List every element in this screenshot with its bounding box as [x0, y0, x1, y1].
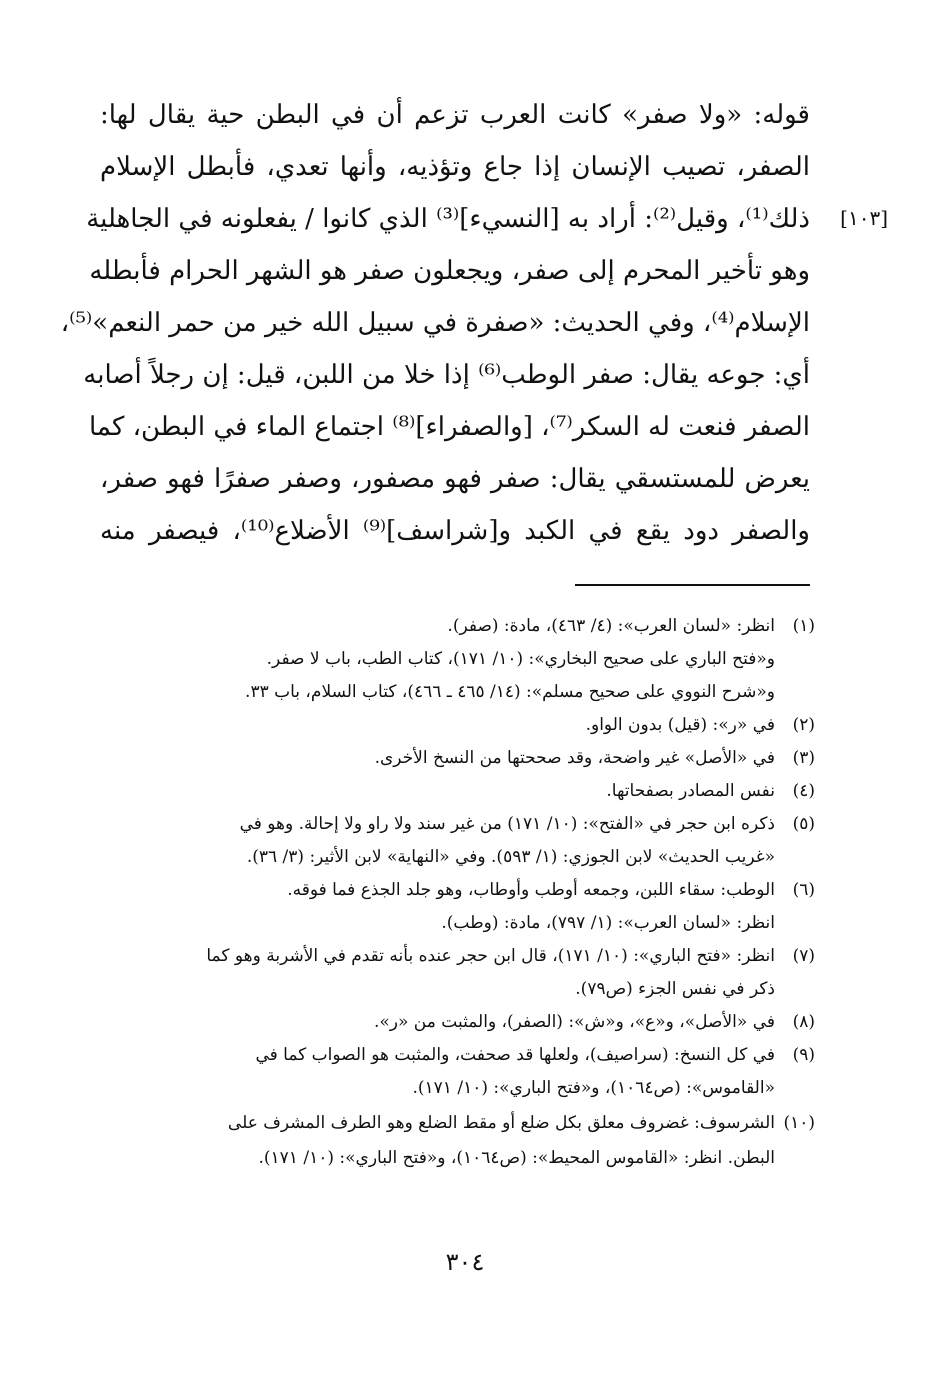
footnote-number: (١٠)	[783, 1113, 815, 1133]
footnote-continuation	[100, 643, 815, 676]
footnote-number: (٤)	[792, 781, 815, 801]
main-text-line: أي: جوعه يقال: صفر الوطب⁽⁶⁾ إذا خلا من اللبن، قيل: إن رجلاً أصابه	[83, 360, 810, 390]
footnote-text: انظر: «لسان العرب»: (٤/ ٤٦٣)، مادة: (صفر).	[447, 616, 775, 636]
main-text-line: الصفر فنعت له السكر⁽⁷⁾، [والصفراء]⁽⁸⁾ اجتماع الماء في البطن، كما	[89, 412, 810, 442]
footnote	[100, 775, 815, 808]
footnote-continuation	[100, 1142, 815, 1175]
footnote-number: (٩)	[792, 1045, 815, 1065]
main-text-line: الصفر، تصيب الإنسان إذا جاع وتؤذيه، وأنها تعدي، فأبطل الإسلام	[100, 152, 810, 182]
footnote-number: (٣)	[792, 748, 815, 768]
main-text-line: ذلك⁽¹⁾، وقيل⁽²⁾: أراد به [النسيء]⁽³⁾ الذي كانوا / يفعلونه في الجاهلية	[86, 204, 810, 234]
main-text-line: يعرض للمستسقي يقال: صفر فهو مصفور، وصفر صفرًا فهو صفر،	[100, 464, 810, 494]
footnote-text: «القاموس»: (ص١٠٦٤)، و«فتح الباري»: (١٠/ ١٧١).	[412, 1078, 775, 1098]
footnote-number: (١)	[792, 616, 815, 636]
footnote	[100, 1039, 815, 1072]
footnote-number: (٦)	[792, 880, 815, 900]
main-text-line: قوله: «ولا صفر» كانت العرب تزعم أن في البطن حية يقال لها:	[100, 100, 810, 130]
footnote-text: البطن. انظر: «القاموس المحيط»: (ص١٠٦٤)، و«فتح الباري»: (١٠/ ١٧١).	[258, 1148, 775, 1168]
footnote-text: «غريب الحديث» لابن الجوزي: (١/ ٥٩٣). وفي «النهاية» لابن الأثير: (٣/ ٣٦).	[246, 847, 775, 867]
footnote	[100, 1006, 815, 1039]
footnote-number: (٥)	[792, 814, 815, 834]
footnote-text: في «الأصل»، و«ع»، و«ش»: (الصفر)، والمثبت من «ر».	[373, 1012, 775, 1032]
page-number: ٣٠٤	[445, 1248, 485, 1276]
main-text-line: والصفر دود يقع في الكبد و[شراسف]⁽⁹⁾ الأضلاع⁽¹⁰⁾، فيصفر منه	[100, 516, 810, 546]
footnote-text: انظر: «فتح الباري»: (١٠/ ١٧١)، قال ابن حجر عنده بأنه تقدم في الأشربة وهو كما	[206, 946, 775, 966]
footnote-number: (٨)	[792, 1012, 815, 1032]
main-text-line: الإسلام⁽⁴⁾، وفي الحديث: «صفرة في سبيل الله خير من حمر النعم»⁽⁵⁾،	[60, 308, 810, 338]
footnote-text: في «ر»: (قيل) بدون الواو.	[585, 715, 775, 735]
footnote-text: في كل النسخ: (سراصيف)، ولعلها قد صحفت، والمثبت هو الصواب كما في	[255, 1045, 775, 1065]
footnote-text: الوطب: سقاء اللبن، وجمعه أوطب وأوطاب، وهو جلد الجذع فما فوقه.	[287, 880, 775, 900]
footnote-continuation	[100, 973, 815, 1006]
footnote	[100, 709, 815, 742]
footnote-text: و«شرح النووي على صحيح مسلم»: (١٤/ ٤٦٥ ـ ٤٦٦)، كتاب السلام، باب ٣٣.	[245, 682, 775, 702]
footnote-text: انظر: «لسان العرب»: (١/ ٧٩٧)، مادة: (وطب).	[441, 913, 775, 933]
footnote	[100, 742, 815, 775]
footnote-text: نفس المصادر بصفحاتها.	[606, 781, 775, 801]
footnote-text: الشرسوف: غضروف معلق بكل ضلع أو مقط الضلع وهو الطرف المشرف على	[227, 1113, 775, 1133]
footnote-continuation	[100, 841, 815, 874]
footnote	[100, 1107, 815, 1140]
footnote-separator	[575, 584, 810, 586]
footnote-continuation	[100, 1072, 815, 1105]
footnote	[100, 808, 815, 841]
footnote	[100, 610, 815, 643]
footnote	[100, 874, 815, 907]
footnote-number: (٧)	[792, 946, 815, 966]
footnote-continuation	[100, 907, 815, 940]
footnote-text: في «الأصل» غير واضحة، وقد صححتها من النسخ الأخرى.	[374, 748, 775, 768]
manuscript-page-reference: [١٠٣]	[840, 206, 888, 230]
footnote-text: ذكر في نفس الجزء (ص٧٩).	[575, 979, 775, 999]
footnote-number: (٢)	[792, 715, 815, 735]
footnote	[100, 940, 815, 973]
main-text-line: وهو تأخير المحرم إلى صفر، ويجعلون صفر هو الشهر الحرام فأبطله	[89, 256, 810, 286]
footnote-text: ذكره ابن حجر في «الفتح»: (١٠/ ١٧١) من غير سند ولا راو ولا إحالة. وهو في	[239, 814, 775, 834]
footnote-text: و«فتح الباري على صحيح البخاري»: (١٠/ ١٧١)، كتاب الطب، باب لا صفر.	[266, 649, 775, 669]
footnote-continuation	[100, 676, 815, 709]
